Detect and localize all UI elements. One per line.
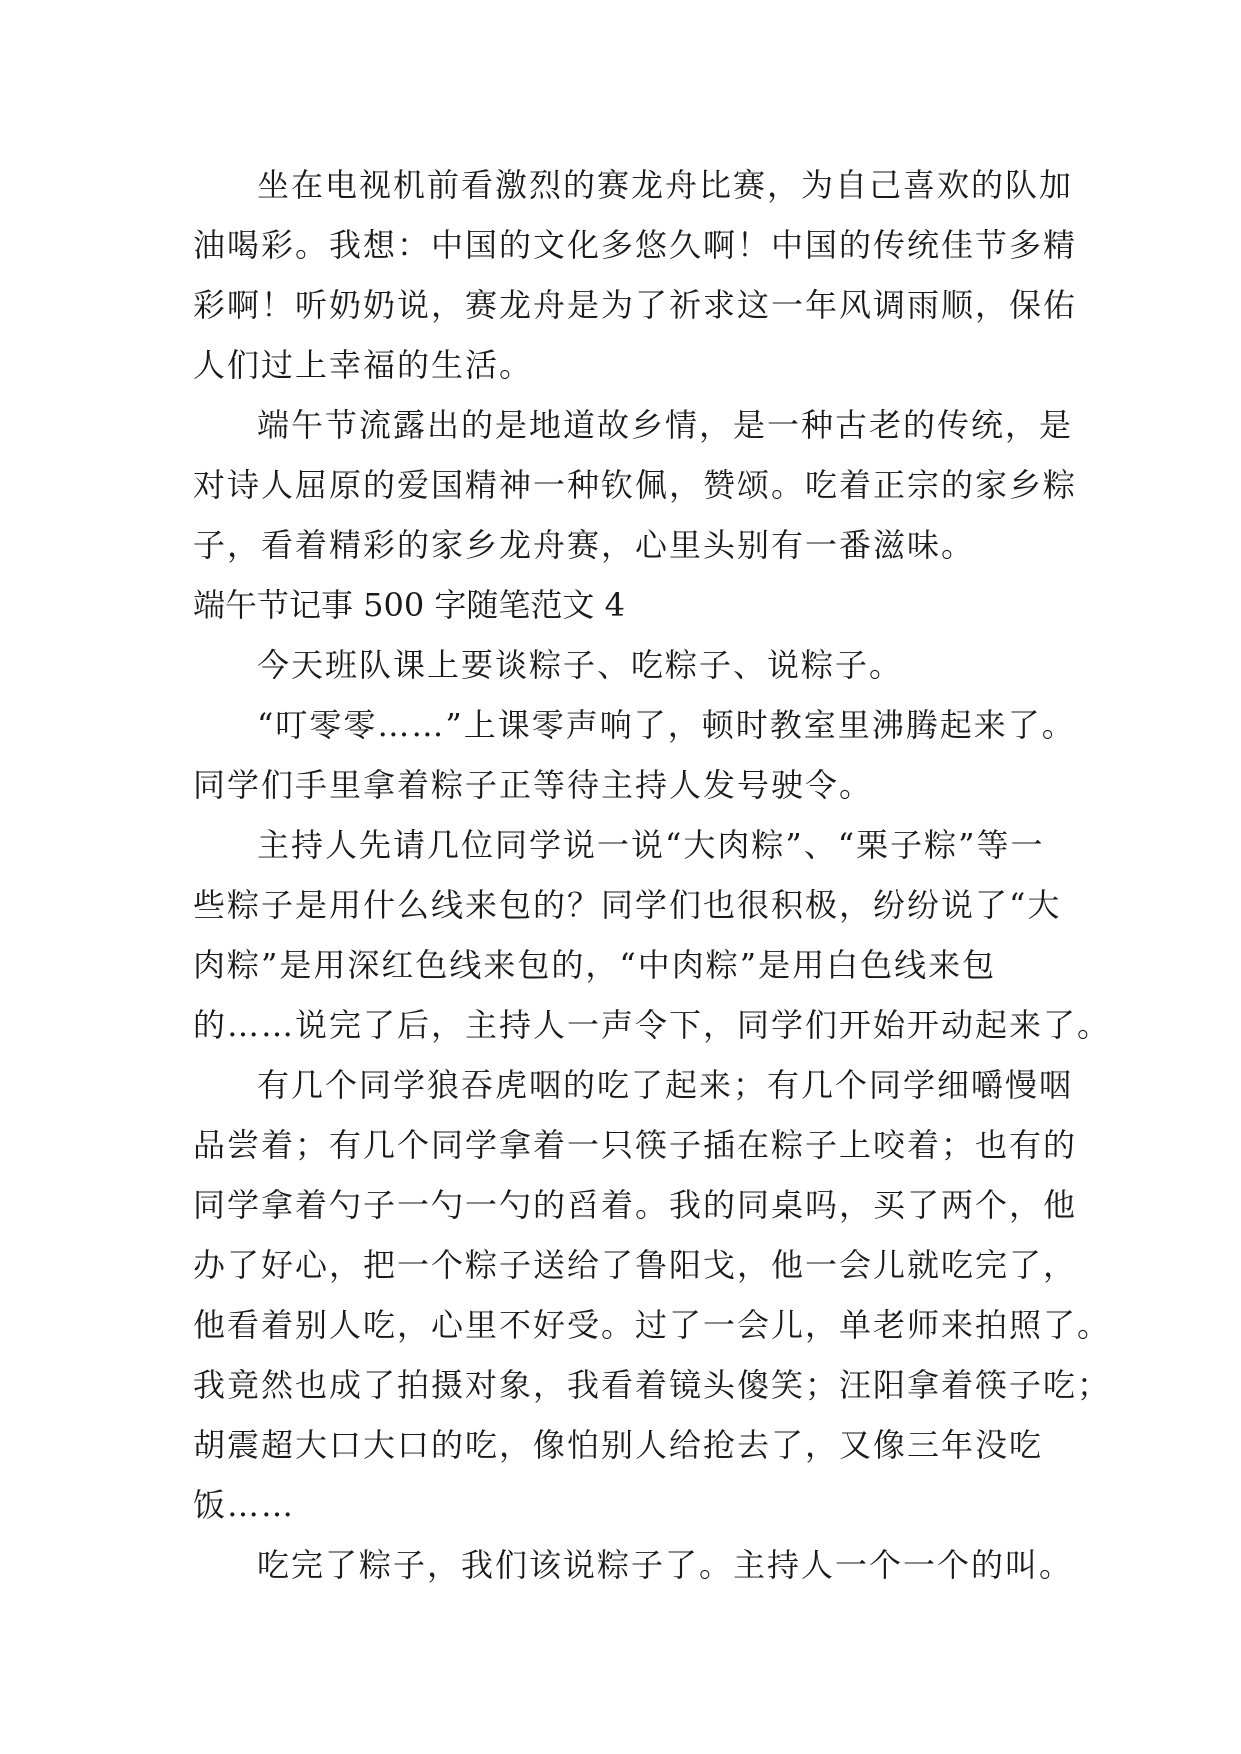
paragraph-line: 彩啊！听奶奶说，赛龙舟是为了祈求这一年风调雨顺，保佑: [193, 286, 1078, 324]
paragraph-line: 油喝彩。我想：中国的文化多悠久啊！中国的传统佳节多精: [193, 226, 1078, 264]
paragraph-line: 胡震超大口大口的吃，像怕别人给抢去了，又像三年没吃: [193, 1426, 1044, 1464]
paragraph-line: 的……说完了后，主持人一声令下，同学们开始开动起来了。: [193, 1006, 1112, 1044]
paragraph-line: 肉粽”是用深红色线来包的，“中肉粽”是用白色线来包: [193, 946, 997, 984]
paragraph-line: 些粽子是用什么线来包的？同学们也很积极，纷纷说了“大: [193, 886, 1062, 924]
paragraph-line: 品尝着；有几个同学拿着一只筷子插在粽子上咬着；也有的: [193, 1126, 1078, 1164]
paragraph-line: 饭……: [193, 1486, 296, 1524]
paragraph-line: 同学们手里拿着粽子正等待主持人发号驶令。: [193, 766, 874, 804]
paragraph-line: 吃完了粽子，我们该说粽子了。主持人一个一个的叫。: [257, 1546, 1074, 1584]
paragraph-line: 他看着别人吃，心里不好受。过了一会儿，单老师来拍照了。: [193, 1306, 1112, 1344]
section-heading: 端午节记事 500 字随笔范文 4: [193, 586, 625, 624]
paragraph-line: 坐在电视机前看激烈的赛龙舟比赛，为自己喜欢的队加: [257, 166, 1074, 204]
paragraph-line: “叮零零……”上课零声响了，顿时教室里沸腾起来了。: [257, 706, 1076, 744]
paragraph-line: 办了好心，把一个粽子送给了鲁阳戈，他一会儿就吃完了，: [193, 1246, 1078, 1284]
paragraph-line: 我竟然也成了拍摄对象，我看着镜头傻笑；汪阳拿着筷子吃；: [193, 1366, 1112, 1404]
paragraph-line: 今天班队课上要谈粽子、吃粽子、说粽子。: [257, 646, 904, 684]
paragraph-line: 有几个同学狼吞虎咽的吃了起来；有几个同学细嚼慢咽: [257, 1066, 1074, 1104]
paragraph-line: 人们过上幸福的生活。: [193, 346, 534, 384]
paragraph-line: 端午节流露出的是地道故乡情，是一种古老的传统，是: [257, 406, 1074, 444]
paragraph-line: 同学拿着勺子一勺一勺的舀着。我的同桌吗，买了两个，他: [193, 1186, 1078, 1224]
paragraph-line: 主持人先请几位同学说一说“大肉粽”、“栗子粽”等一: [257, 826, 1045, 864]
document-body: [193, 155, 1112, 1595]
paragraph-line: 子，看着精彩的家乡龙舟赛，心里头别有一番滋味。: [193, 526, 976, 564]
paragraph-line: 对诗人屈原的爱国精神一种钦佩，赞颂。吃着正宗的家乡粽: [193, 466, 1078, 504]
